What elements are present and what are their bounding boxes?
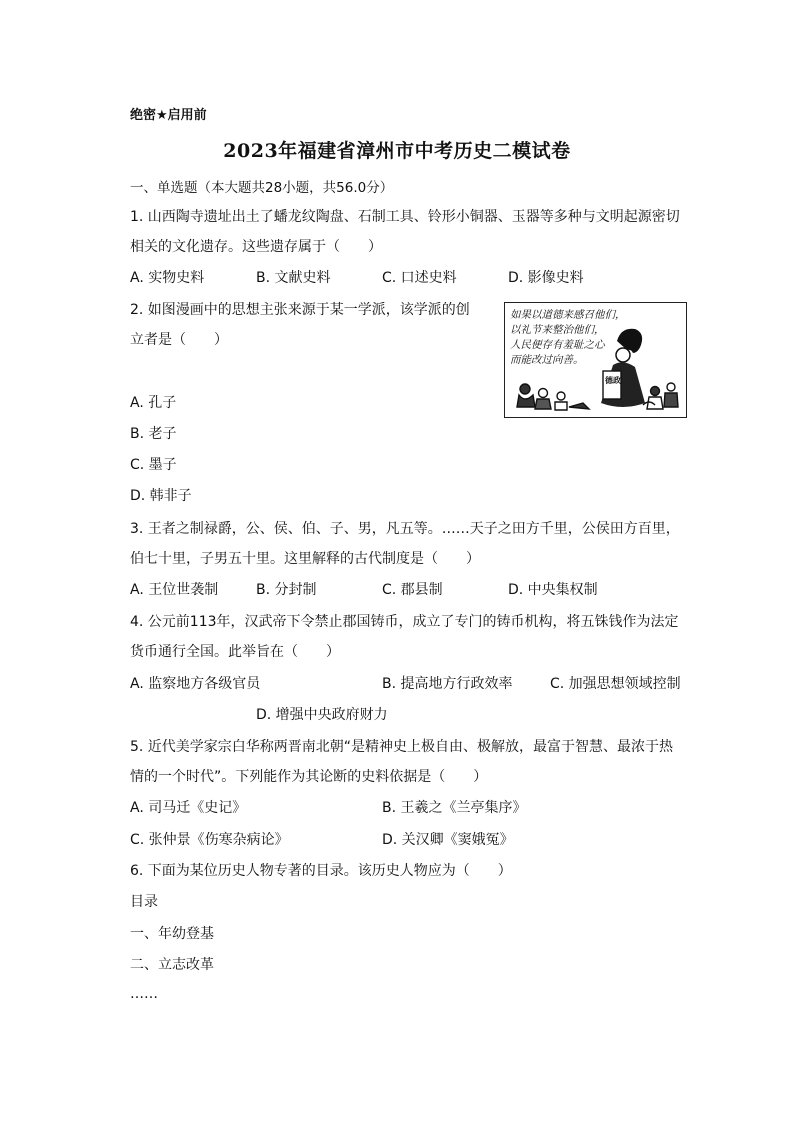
exam-title: 2023年福建省漳州市中考历史二模试卷 bbox=[223, 140, 571, 162]
confidential-label: 绝密★启用前 bbox=[130, 108, 207, 123]
question-3-option-a[interactable]: A. 王位世袭制 bbox=[130, 582, 219, 598]
question-1-option-c[interactable]: C. 口述史料 bbox=[382, 270, 457, 286]
contents-heading: 目录 bbox=[130, 894, 158, 910]
question-3-option-d[interactable]: D. 中央集权制 bbox=[508, 582, 598, 598]
question-5-option-b[interactable]: B. 王羲之《兰亭集序》 bbox=[382, 800, 527, 816]
question-4-line-1: 4. 公元前113年，汉武帝下令禁止郡国铸币，成立了专门的铸币机构，将五铢钱作为法定 bbox=[130, 614, 679, 630]
question-2-option-d[interactable]: D. 韩非子 bbox=[130, 488, 192, 504]
question-2-line-2: 立者是（ ） bbox=[130, 332, 228, 348]
comic-illustration bbox=[504, 302, 687, 418]
question-3-line-1: 3. 王者之制禄爵，公、侯、伯、子、男，凡五等。……天子之田方千里，公侯田方百里， bbox=[130, 521, 680, 537]
question-4-option-c[interactable]: C. 加强思想领域控制 bbox=[550, 676, 681, 692]
question-4-option-d[interactable]: D. 增强中央政府财力 bbox=[256, 707, 388, 723]
policy-sign-text: 德政 bbox=[605, 376, 621, 385]
comic-text-line-2: 以礼节来整治他们， bbox=[510, 324, 605, 336]
question-3-option-b[interactable]: B. 分封制 bbox=[256, 582, 317, 598]
question-3-option-c[interactable]: C. 郡县制 bbox=[382, 582, 443, 598]
question-4-option-b[interactable]: B. 提高地方行政效率 bbox=[382, 676, 513, 692]
question-4-option-a[interactable]: A. 监察地方各级官员 bbox=[130, 676, 261, 692]
question-3-line-2: 伯七十里，子男五十里。这里解释的古代制度是（ ） bbox=[130, 551, 480, 567]
contents-item-2: 二、立志改革 bbox=[130, 957, 214, 973]
question-2-option-a[interactable]: A. 孔子 bbox=[130, 395, 177, 411]
question-4-line-2: 货币通行全国。此举旨在（ ） bbox=[130, 644, 340, 660]
contents-item-1: 一、年幼登基 bbox=[130, 926, 214, 942]
question-5-line-1: 5. 近代美学家宗白华称两晋南北朝“是精神史上极自由、极解放，最富于智慧、最浓于热 bbox=[130, 739, 674, 755]
contents-ellipsis: …… bbox=[130, 986, 158, 1002]
section-heading: 一、单选题（本大题共28小题，共56.0分） bbox=[130, 180, 394, 196]
question-2-line-1: 2. 如图漫画中的思想主张来源于某一学派，该学派的创 bbox=[130, 302, 470, 318]
question-1-option-b[interactable]: B. 文献史料 bbox=[256, 270, 331, 286]
crowd bbox=[517, 383, 678, 410]
question-5-option-d[interactable]: D. 关汉卿《窦娥冤》 bbox=[382, 832, 514, 848]
question-1-option-a[interactable]: A. 实物史料 bbox=[130, 270, 205, 286]
question-5-option-c[interactable]: C. 张仲景《伤寒杂病论》 bbox=[130, 832, 289, 848]
comic-drawing bbox=[505, 303, 685, 416]
question-1-line-1: 1. 山西陶寺遗址出土了蟠龙纹陶盘、石制工具、铃形小铜器、玉器等多种与文明起源密切 bbox=[130, 209, 680, 225]
question-2-option-b[interactable]: B. 老子 bbox=[130, 426, 177, 442]
question-6-line-1: 6. 下面为某位历史人物专著的目录。该历史人物应为（ ） bbox=[130, 863, 512, 879]
comic-text-line-1: 如果以道德来感召他们， bbox=[510, 309, 626, 321]
question-1-option-d[interactable]: D. 影像史料 bbox=[508, 270, 584, 286]
comic-text-line-3: 人民便存有羞耻之心 bbox=[510, 339, 605, 351]
policy-sign bbox=[603, 371, 621, 399]
question-5-line-2: 情的一个时代”。下列能作为其论断的史料依据是（ ） bbox=[130, 769, 488, 785]
question-5-option-a[interactable]: A. 司马迁《史记》 bbox=[130, 800, 247, 816]
question-1-line-2: 相关的文化遗存。这些遗存属于（ ） bbox=[130, 239, 382, 255]
comic-text-line-4: 而能改过向善。 bbox=[510, 354, 584, 366]
question-2-option-c[interactable]: C. 墨子 bbox=[130, 457, 177, 473]
